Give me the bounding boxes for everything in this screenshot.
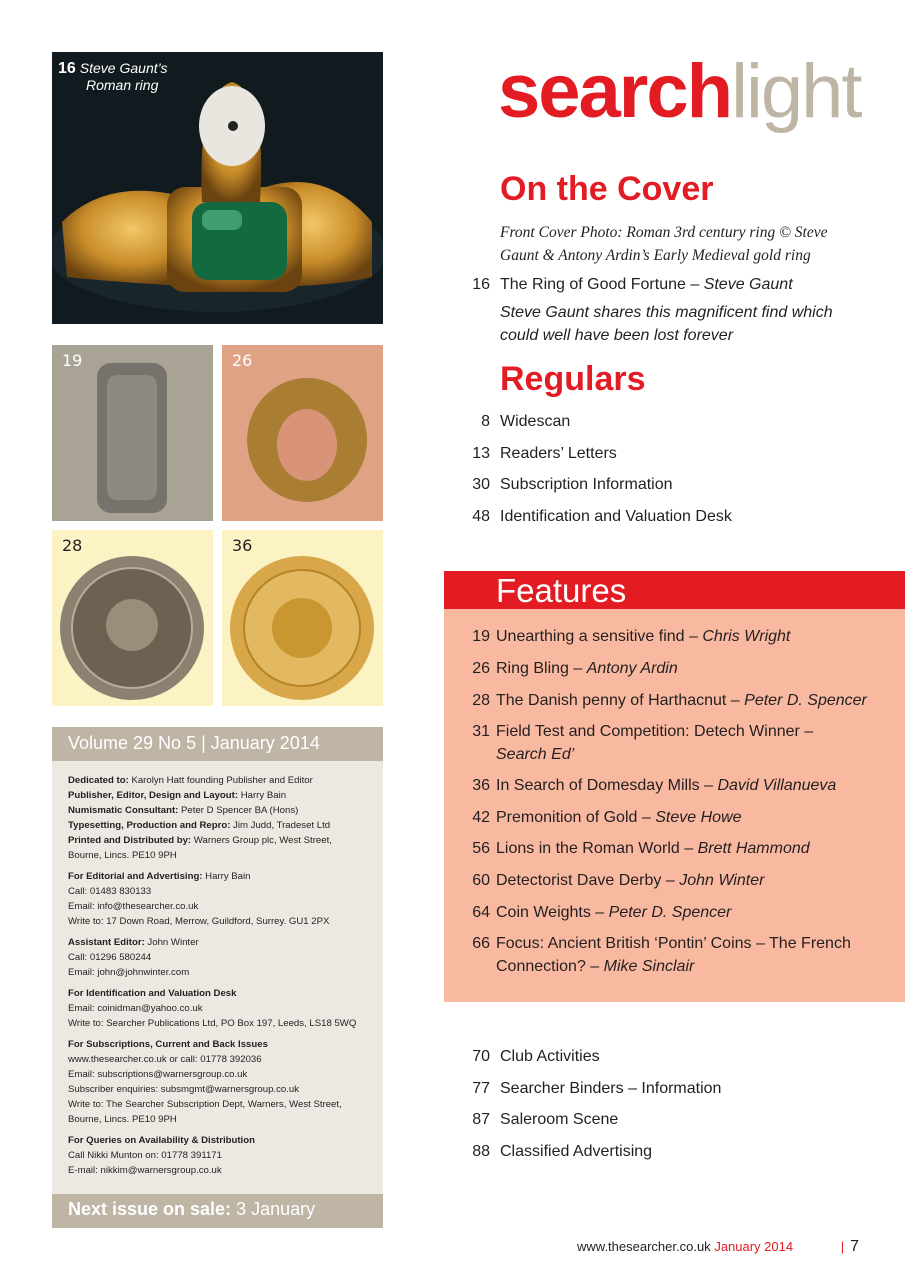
credit-text: Jim Judd, Tradeset Ltd — [230, 820, 331, 831]
credit-line — [68, 1148, 383, 1163]
item-title: Ring Bling – Antony Ardin — [496, 660, 678, 677]
credit-text: Email: info@thesearcher.co.uk — [68, 901, 199, 912]
logo-light: light — [731, 49, 861, 134]
feature-title-cont: Connection? — [496, 958, 586, 975]
feature-title: Premonition of Gold — [496, 809, 638, 826]
page-footer — [577, 1238, 859, 1256]
item-title: Searcher Binders – Information — [500, 1080, 722, 1097]
item-title: Subscription Information — [500, 476, 673, 493]
feature-title: Coin Weights — [496, 904, 591, 921]
item-page-number: 42 — [472, 809, 490, 826]
credit-line — [68, 965, 383, 980]
credit-line — [68, 833, 383, 848]
credit-line — [68, 1133, 383, 1148]
item-page-number: 28 — [472, 692, 490, 709]
twisted-ring-illustration — [222, 345, 383, 521]
credit-text: Call Nikki Munton on: 01778 391171 — [68, 1150, 222, 1161]
credit-line — [68, 884, 383, 899]
credit-text: Call: 01483 830133 — [68, 886, 152, 897]
item-title — [496, 720, 813, 766]
item-title: The Danish penny of Harthacnut – Peter D. Spencer — [496, 692, 867, 709]
caption-line-2: Roman ring — [86, 77, 159, 93]
credit-text: Email: john@johnwinter.com — [68, 967, 190, 978]
credit-text: Bourne, Lincs. PE10 9PH — [68, 1114, 177, 1125]
feature-title: Detectorist Dave Derby — [496, 872, 662, 889]
feature-title: Ring Bling — [496, 660, 569, 677]
item-page-number: 64 — [472, 904, 490, 921]
silver-penny-illustration — [52, 530, 213, 706]
credit-text: Peter D Spencer BA (Hons) — [178, 805, 299, 816]
credit-line — [68, 788, 383, 803]
credit-line — [68, 818, 383, 833]
credit-text: www.thesearcher.co.uk or call: 01778 392036 — [68, 1054, 262, 1065]
cover-photo-caption — [58, 60, 167, 94]
item-title: Widescan — [500, 413, 571, 430]
item-title: The Ring of Good Fortune – Steve Gaunt — [500, 276, 793, 293]
item-page-number: 8 — [481, 413, 490, 430]
credit-text: Bourne, Lincs. PE10 9PH — [68, 850, 177, 861]
item-title: Classified Advertising — [500, 1143, 653, 1160]
credit-text: John Winter — [144, 937, 199, 948]
credit-line — [68, 986, 383, 1001]
credit-line — [68, 848, 383, 863]
footer-divider: | — [840, 1239, 845, 1254]
page-number: 7 — [850, 1238, 860, 1255]
credit-line — [68, 935, 383, 950]
credit-text: Write to: The Searcher Subscription Dept, Warners, West Street, — [68, 1099, 342, 1110]
feature-author: Search Ed’ — [496, 746, 575, 763]
credit-line — [68, 773, 383, 788]
thumb-36-number: 36 — [232, 536, 253, 555]
credit-label: Numismatic Consultant: — [68, 805, 179, 816]
item-page-number: 26 — [472, 660, 490, 677]
credit-label: Typesetting, Production and Repro: — [68, 820, 231, 831]
item-title: Detectorist Dave Derby – John Winter — [496, 872, 765, 889]
credit-block — [68, 935, 383, 980]
credit-label: For Subscriptions, Current and Back Issues — [68, 1039, 268, 1050]
cover-photo-credit: Front Cover Photo: Roman 3rd century ring © Steve Gaunt & Antony Ardin’s Early Medieval gold ring — [500, 224, 828, 264]
on-the-cover-heading: On the Cover — [500, 170, 714, 208]
item-page-number: 70 — [472, 1048, 490, 1065]
thumb-36-photo — [222, 530, 383, 706]
credit-line — [68, 950, 383, 965]
item-page-number: 60 — [472, 872, 490, 889]
feature-title: Focus: Ancient British ‘Pontin’ Coins – The French — [496, 935, 851, 952]
thumb-28-number: 28 — [62, 536, 83, 555]
feature-author: Steve Howe — [655, 809, 742, 826]
gold-coin-illustration — [222, 530, 383, 706]
credit-text: Warners Group plc, West Street, — [191, 835, 332, 846]
credit-block — [68, 869, 383, 929]
credit-label: For Editorial and Advertising: — [68, 871, 203, 882]
cover-photo-roman-ring — [52, 52, 383, 324]
credit-line — [68, 1067, 383, 1082]
logo-search: search — [498, 49, 732, 134]
feature-title: Lions in the Roman World — [496, 840, 680, 857]
item-title: Coin Weights – Peter D. Spencer — [496, 904, 732, 921]
item-page-number: 88 — [472, 1143, 490, 1160]
credit-label: For Identification and Valuation Desk — [68, 988, 237, 999]
feature-title: In Search of Domesday Mills — [496, 777, 700, 794]
thumb-26-photo — [222, 345, 383, 521]
credit-label: Assistant Editor: — [68, 937, 145, 948]
credit-block — [68, 986, 383, 1031]
credit-label: Printed and Distributed by: — [68, 835, 192, 846]
item-page-number: 36 — [472, 777, 490, 794]
item-title: Identification and Valuation Desk — [500, 508, 732, 525]
feature-title: The Danish penny of Harthacnut — [496, 692, 727, 709]
credit-text: Harry Bain — [202, 871, 251, 882]
volume-bar: Volume 29 No 5 | January 2014 — [52, 727, 383, 761]
credit-block — [68, 773, 383, 863]
feature-author: Brett Hammond — [697, 840, 810, 857]
item-page-number: 19 — [472, 628, 490, 645]
thumb-19-number: 19 — [62, 351, 83, 370]
feature-author: Chris Wright — [702, 628, 791, 645]
credit-line — [68, 803, 383, 818]
credit-text: E-mail: nikkim@warnersgroup.co.uk — [68, 1165, 222, 1176]
credit-text: Email: coinidman@yahoo.co.uk — [68, 1003, 203, 1014]
features-box — [444, 571, 905, 1002]
caption-line-1: Steve Gaunt’s — [79, 60, 168, 76]
item-title: Saleroom Scene — [500, 1111, 619, 1128]
credit-text: Email: subscriptions@warnersgroup.co.uk — [68, 1069, 248, 1080]
feature-author: Antony Ardin — [586, 660, 678, 677]
feature-title: Unearthing a sensitive find — [496, 628, 685, 645]
regulars-heading: Regulars — [500, 360, 646, 398]
thumb-26-number: 26 — [232, 351, 253, 370]
searchlight-logo — [498, 42, 861, 142]
credit-text: Write to: Searcher Publications Ltd, PO Box 197, Leeds, LS18 5WQ — [68, 1018, 357, 1029]
next-issue-date: 3 January — [236, 1199, 316, 1219]
credit-text: Call: 01296 580244 — [68, 952, 152, 963]
credit-label: For Queries on Availability & Distribution — [68, 1135, 255, 1146]
item-title: Premonition of Gold – Steve Howe — [496, 809, 742, 826]
item-title: Unearthing a sensitive find – Chris Wright — [496, 628, 791, 645]
footer-month: January 2014 — [714, 1239, 794, 1254]
credit-line — [68, 1163, 383, 1178]
next-issue-label: Next issue on sale: — [68, 1199, 232, 1219]
item-title: Lions in the Roman World – Brett Hammond — [496, 840, 810, 857]
item-page-number: 56 — [472, 840, 490, 857]
credit-block — [68, 1037, 383, 1127]
feature-author: John Winter — [679, 872, 765, 889]
item-page-number: 16 — [472, 276, 490, 293]
credit-label: Publisher, Editor, Design and Layout: — [68, 790, 239, 801]
feature-author: Peter D. Spencer — [608, 904, 732, 921]
staff-credits — [52, 761, 383, 1178]
caption-page-number: 16 — [58, 60, 76, 77]
item-title: Focus: Ancient British ‘Pontin’ Coins – The French Connection? – Mike Sinclair — [496, 935, 851, 975]
item-page-number: 30 — [472, 476, 490, 493]
thumb-19-photo — [52, 345, 213, 521]
footer-url[interactable]: www.thesearcher.co.uk — [577, 1239, 711, 1254]
credit-text: Harry Bain — [238, 790, 287, 801]
credit-line — [68, 914, 383, 929]
credit-label: Dedicated to: — [68, 775, 129, 786]
feature-author: Peter D. Spencer — [744, 692, 867, 709]
credit-line — [68, 1016, 383, 1031]
lead-tablet-illustration — [52, 345, 213, 521]
credit-line — [68, 1082, 383, 1097]
credit-line — [68, 1052, 383, 1067]
credit-line — [68, 899, 383, 914]
credit-text: Write to: 17 Down Road, Merrow, Guildford, Surrey. GU1 2PX — [68, 916, 330, 927]
credit-line — [68, 1037, 383, 1052]
item-page-number: 31 — [472, 723, 490, 740]
item-page-number: 77 — [472, 1080, 490, 1097]
credit-text: Subscriber enquiries: subsmgmt@warnersgroup.co.uk — [68, 1084, 300, 1095]
credit-line — [68, 869, 383, 884]
item-page-number: 48 — [472, 508, 490, 525]
credit-text: Karolyn Hatt founding Publisher and Editor — [128, 775, 313, 786]
credit-line — [68, 1097, 383, 1112]
features-heading: Features — [444, 571, 905, 609]
feature-author: David Villanueva — [717, 777, 837, 794]
cover-story-description: Steve Gaunt shares this magnificent find which could well have been lost forever — [500, 304, 833, 344]
item-title: In Search of Domesday Mills – David Villanueva — [496, 777, 837, 794]
item-title: Club Activities — [500, 1048, 600, 1065]
item-page-number: 87 — [472, 1111, 490, 1128]
credit-line — [68, 1001, 383, 1016]
item-page-number: 13 — [472, 445, 490, 462]
credit-block — [68, 1133, 383, 1178]
feature-author: Mike Sinclair — [603, 958, 695, 975]
credit-line — [68, 1112, 383, 1127]
next-issue-bar — [52, 1194, 383, 1228]
publication-info-box — [52, 727, 383, 1228]
thumb-28-photo — [52, 530, 213, 706]
item-title: Readers’ Letters — [500, 445, 617, 462]
item-page-number: 66 — [472, 935, 490, 952]
feature-title: Field Test and Competition: Detech Winner – — [496, 723, 814, 740]
